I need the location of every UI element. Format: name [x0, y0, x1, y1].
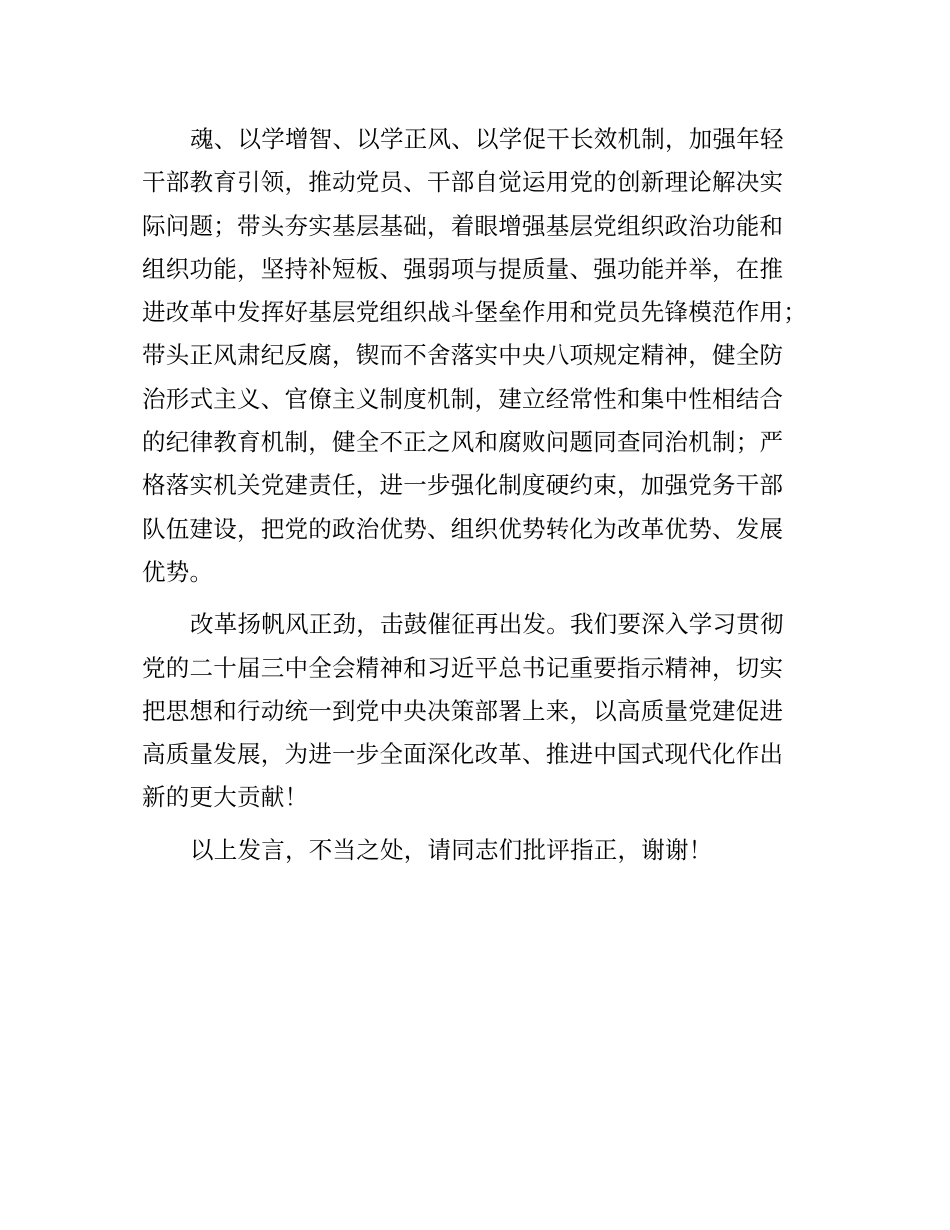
- text-line: 党的二十届三中全会精神和习近平总书记重要指示精神，切实: [142, 653, 784, 682]
- text-line: 优势。: [142, 557, 214, 586]
- text-line: 新的更大贡献！: [142, 783, 309, 812]
- text-line: 把思想和行动统一到党中央决策部署上来，以高质量党建促进: [142, 696, 784, 725]
- text-line: 际问题；带头夯实基层基础，着眼增强基层党组织政治功能和: [142, 211, 784, 240]
- text-line: 带头正风肃纪反腐，锲而不舍落实中央八项规定精神，健全防: [142, 341, 784, 370]
- text-line: 魂、以学增智、以学正风、以学促干长效机制，加强年轻: [190, 125, 784, 153]
- text-line: 干部教育引领，推动党员、干部自觉运用党的创新理论解决实: [142, 168, 784, 197]
- text-line: 格落实机关党建责任，进一步强化制度硬约束，加强党务干部: [142, 471, 784, 500]
- text-line: 改革扬帆风正劲，击鼓催征再出发。我们要深入学习贯彻: [190, 610, 784, 639]
- text-line: 的纪律教育机制，健全不正之风和腐败问题同查同治机制；严: [142, 428, 784, 457]
- text-line: 队伍建设，把党的政治优势、组织优势转化为改革优势、发展: [142, 514, 784, 543]
- paragraph-closing: [142, 829, 842, 872]
- paragraph-continuation: [142, 118, 842, 594]
- paragraph-reform: [142, 603, 842, 819]
- text-line: 进改革中发挥好基层党组织战斗堡垒作用和党员先锋模范作用；: [142, 298, 807, 327]
- document-body: [142, 118, 842, 881]
- text-line: 治形式主义、官僚主义制度机制，建立经常性和集中性相结合: [142, 384, 784, 413]
- text-line: 组织功能，坚持补短板、强弱项与提质量、强功能并举，在推: [142, 254, 784, 283]
- text-line: 高质量发展，为进一步全面深化改革、推进中国式现代化作出: [142, 740, 784, 769]
- text-line: 以上发言，不当之处，请同志们批评指正，谢谢！: [190, 835, 713, 864]
